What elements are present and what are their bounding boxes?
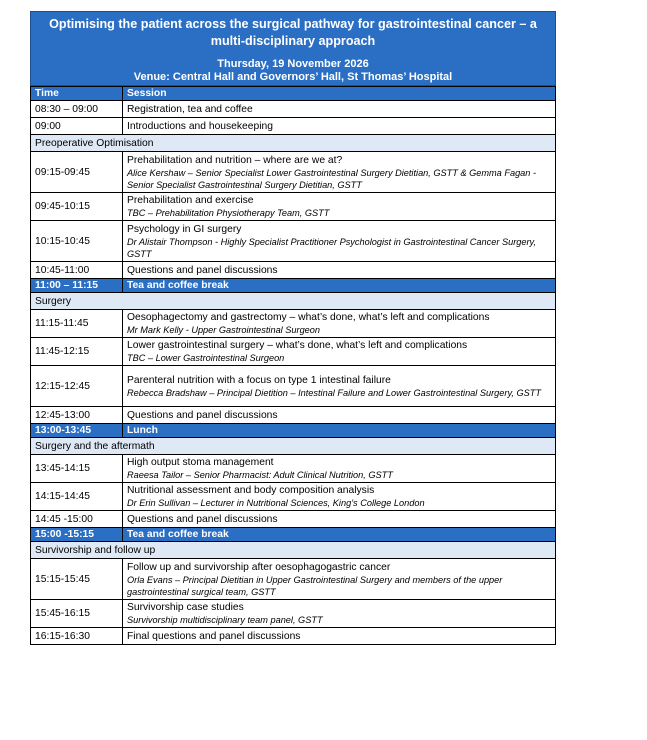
time-cell: 15:00 -15:15 — [31, 528, 123, 542]
time-cell: 16:15-16:30 — [31, 628, 123, 645]
session-speaker: TBC – Prehabilitation Physiotherapy Team, GSTT — [127, 208, 330, 218]
session-title: Registration, tea and coffee — [127, 103, 253, 115]
table-row — [31, 338, 556, 366]
session-cell — [123, 338, 556, 366]
table-row — [31, 262, 556, 279]
section-row — [31, 438, 556, 455]
session-speaker: Dr Erin Sullivan – Lecturer in Nutritional Sciences, King’s College London — [127, 498, 425, 508]
session-speaker: Survivorship multidisciplinary team panel, GSTT — [127, 615, 323, 625]
time-cell: 12:15-12:45 — [31, 366, 123, 407]
table-row — [31, 118, 556, 135]
table-row — [31, 559, 556, 600]
time-cell: 09:45-10:15 — [31, 193, 123, 221]
time-cell: 12:45-13:00 — [31, 407, 123, 424]
section-row — [31, 542, 556, 559]
table-row — [31, 193, 556, 221]
section-label: Surgery and the aftermath — [31, 438, 556, 455]
session-cell — [123, 511, 556, 528]
table-row — [31, 101, 556, 118]
session-title: Questions and panel discussions — [127, 264, 278, 276]
session-cell: Tea and coffee break — [123, 279, 556, 293]
table-row — [31, 152, 556, 193]
table-header-row — [31, 87, 556, 101]
session-title: Nutritional assessment and body composition analysis — [127, 485, 375, 496]
table-row — [31, 310, 556, 338]
session-cell — [123, 559, 556, 600]
break-row — [31, 424, 556, 438]
programme-title: Optimising the patient across the surgical pathway for gastrointestinal cancer – a multi-disciplinary approach — [49, 17, 537, 48]
session-title: High output stoma management — [127, 457, 274, 468]
session-title: Oesophagectomy and gastrectomy – what’s done, what’s left and complications — [127, 312, 490, 323]
section-row — [31, 293, 556, 310]
table-row — [31, 483, 556, 511]
table-row — [31, 221, 556, 262]
session-title: Survivorship case studies — [127, 602, 244, 613]
session-speaker: Rebecca Bradshaw – Principal Dietition – Intestinal Failure and Lower Gastrointestinal Surgery, GSTT — [127, 387, 541, 398]
session-cell — [123, 407, 556, 424]
time-cell: 14:15-14:45 — [31, 483, 123, 511]
time-cell: 11:15-11:45 — [31, 310, 123, 338]
session-cell — [123, 455, 556, 483]
time-cell: 08:30 – 09:00 — [31, 101, 123, 118]
session-cell — [123, 366, 556, 407]
session-title: Questions and panel discussions — [127, 513, 278, 525]
session-cell: Lunch — [123, 424, 556, 438]
session-cell — [123, 221, 556, 262]
session-title: Prehabilitation and exercise — [127, 195, 254, 206]
time-cell: 13:00-13:45 — [31, 424, 123, 438]
session-title: Questions and panel discussions — [127, 409, 278, 421]
session-title: Introductions and housekeeping — [127, 120, 273, 132]
schedule-table — [30, 86, 556, 645]
session-cell — [123, 101, 556, 118]
session-title: Follow up and survivorship after oesophagogastric cancer — [127, 561, 391, 573]
time-cell: 11:45-12:15 — [31, 338, 123, 366]
time-cell: 10:15-10:45 — [31, 221, 123, 262]
time-cell: 15:15-15:45 — [31, 559, 123, 600]
session-speaker: Alice Kershaw – Senior Specialist Lower Gastrointestinal Surgery Dietitian, GSTT & Gemma Fagan - Senior Specialist Gastrointestinal Surgery Dietitian, GSTT — [127, 167, 537, 190]
session-title: Prehabilitation and nutrition – where are we at? — [127, 154, 343, 166]
session-cell — [123, 628, 556, 645]
session-column-header: Session — [123, 87, 556, 101]
session-cell — [123, 193, 556, 221]
session-speaker: Orla Evans – Principal Dietitian in Upper Gastrointestinal Surgery and members of the upper gastrointestinal surgical team, GSTT — [127, 574, 503, 597]
programme-banner — [30, 11, 556, 86]
time-cell: 11:00 – 11:15 — [31, 279, 123, 293]
session-title: Lower gastrointestinal surgery – what’s done, what’s left and complications — [127, 340, 468, 351]
programme-sheet — [30, 11, 556, 645]
table-row — [31, 407, 556, 424]
session-speaker: Dr Alistair Thompson - Highly Specialist Practitioner Psychologist in Gastrointestinal Cancer Surgery, GSTT — [127, 236, 536, 259]
session-cell: Tea and coffee break — [123, 528, 556, 542]
time-column-header: Time — [31, 87, 123, 101]
session-cell — [123, 310, 556, 338]
event-venue: Venue: Central Hall and Governors’ Hall, St Thomas’ Hospital — [133, 71, 453, 83]
event-date: Thursday, 19 November 2026 — [217, 58, 369, 70]
time-cell: 09:00 — [31, 118, 123, 135]
session-cell — [123, 600, 556, 628]
table-row — [31, 455, 556, 483]
section-label: Surgery — [31, 293, 556, 310]
session-speaker: TBC – Lower Gastrointestinal Surgeon — [127, 353, 285, 363]
session-speaker: Mr Mark Kelly - Upper Gastrointestinal Surgeon — [127, 325, 321, 335]
session-title: Psychology in GI surgery — [127, 223, 242, 235]
break-row — [31, 279, 556, 293]
session-title: Final questions and panel discussions — [127, 630, 301, 642]
table-row — [31, 628, 556, 645]
section-label: Survivorship and follow up — [31, 542, 556, 559]
table-row — [31, 366, 556, 407]
section-label: Preoperative Optimisation — [31, 135, 556, 152]
time-cell: 13:45-14:15 — [31, 455, 123, 483]
session-cell — [123, 262, 556, 279]
table-row — [31, 511, 556, 528]
table-row — [31, 600, 556, 628]
time-cell: 09:15-09:45 — [31, 152, 123, 193]
break-row — [31, 528, 556, 542]
time-cell: 14:45 -15:00 — [31, 511, 123, 528]
time-cell: 15:45-16:15 — [31, 600, 123, 628]
time-cell: 10:45-11:00 — [31, 262, 123, 279]
session-cell — [123, 483, 556, 511]
session-title: Parenteral nutrition with a focus on type 1 intestinal failure — [127, 374, 391, 386]
session-cell — [123, 152, 556, 193]
section-row — [31, 135, 556, 152]
session-cell — [123, 118, 556, 135]
session-speaker: Raeesa Tailor – Senior Pharmacist: Adult Clinical Nutrition, GSTT — [127, 470, 393, 480]
